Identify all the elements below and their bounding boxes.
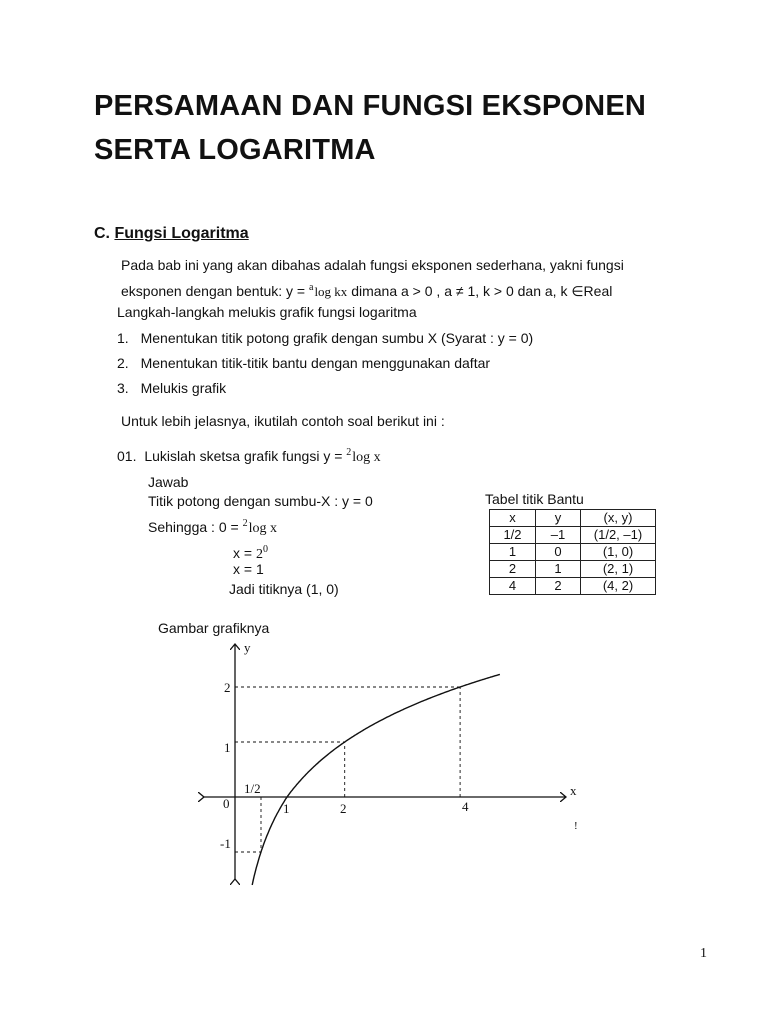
- table-cell: 1: [490, 544, 536, 561]
- step-number: 3.: [117, 380, 129, 396]
- series-line: [252, 674, 500, 885]
- step-number: 2.: [117, 355, 129, 371]
- table-cell: 4: [490, 578, 536, 595]
- step-item-1: [117, 328, 533, 348]
- title-line-2: SERTA LOGARITMA: [94, 134, 376, 166]
- table-row: [490, 527, 656, 544]
- table-cell: (2, 1): [581, 561, 656, 578]
- table-cell: (1/2, –1): [581, 527, 656, 544]
- stray-mark: !: [574, 820, 578, 832]
- answer-line-2-pre: Sehingga : 0 =: [148, 519, 243, 535]
- page-title: [94, 84, 646, 172]
- answer-log-base: 2: [242, 518, 248, 529]
- intro-line-1: Pada bab ini yang akan dibahas adalah fungsi eksponen sederhana, yakni fungsi: [121, 257, 624, 273]
- table-cell: 2: [536, 578, 581, 595]
- answer-label: Jawab: [148, 474, 189, 490]
- problem-log-base: 2: [346, 447, 352, 458]
- page-number: 1: [700, 946, 707, 961]
- points-table: [489, 509, 656, 595]
- x-tick-label: 0: [223, 796, 230, 811]
- table-row: [490, 578, 656, 595]
- answer-line-3-pre: x =: [233, 545, 256, 561]
- intro-line-2-pre: eksponen dengan bentuk: y =: [121, 283, 309, 299]
- intro-log-base: a: [308, 282, 314, 293]
- title-line-1: PERSAMAAN DAN FUNGSI EKSPONEN: [94, 90, 647, 122]
- table-header-row: [490, 510, 656, 527]
- section-name: Fungsi Logaritma: [114, 225, 249, 242]
- table-title: Tabel titik Bantu: [485, 491, 584, 507]
- table-header-cell: y: [536, 510, 581, 527]
- steps-title: Langkah-langkah melukis grafik fungsi logaritma: [117, 304, 417, 320]
- table-header-cell: x: [490, 510, 536, 527]
- table-cell: 2: [490, 561, 536, 578]
- problem-text: Lukislah sketsa grafik fungsi y =: [144, 448, 347, 464]
- step-item-2: [117, 353, 490, 373]
- answer-line-5: Jadi titiknya (1, 0): [229, 581, 339, 597]
- table-cell: (4, 2): [581, 578, 656, 595]
- table-cell: 1/2: [490, 527, 536, 544]
- table-row: [490, 561, 656, 578]
- table-cell: 0: [536, 544, 581, 561]
- x-tick-label: 2: [340, 801, 347, 816]
- problem-log-formula: log x: [352, 450, 381, 465]
- y-tick-label: 1: [224, 740, 231, 755]
- answer-line-1: Titik potong dengan sumbu-X : y = 0: [148, 493, 373, 509]
- step-number: 1.: [117, 330, 129, 346]
- table-header-cell: (x, y): [581, 510, 656, 527]
- step-item-3: [117, 378, 226, 398]
- y-tick-label: -1: [220, 836, 231, 851]
- table-row: [490, 544, 656, 561]
- x-tick-label: 1: [283, 801, 290, 816]
- answer-power-exponent: 0: [262, 544, 268, 555]
- intro-line-2-post: dimana a > 0 , a ≠ 1, k > 0 dan a, k ∈Real: [347, 283, 613, 299]
- y-tick-label: 2: [224, 680, 231, 695]
- example-intro: Untuk lebih jelasnya, ikutilah contoh soal berikut ini :: [121, 413, 445, 429]
- answer-line-4: x = 1: [233, 561, 264, 577]
- x-axis-label: x: [570, 783, 577, 798]
- intro-log-formula: log kx: [314, 284, 348, 299]
- intro-line-2: [121, 278, 612, 302]
- y-axis-label: y: [244, 640, 251, 655]
- answer-power-base: 2: [255, 547, 263, 562]
- step-text: Menentukan titik potong grafik dengan sumbu X (Syarat : y = 0): [140, 330, 534, 346]
- table-cell: –1: [536, 527, 581, 544]
- x-tick-label: 1/2: [244, 781, 261, 796]
- section-heading: [94, 225, 249, 243]
- section-letter: C.: [94, 225, 110, 242]
- graph-caption: Gambar grafiknya: [158, 620, 270, 636]
- table-cell: 1: [536, 561, 581, 578]
- x-tick-label: 4: [462, 799, 469, 814]
- problem-number: 01.: [117, 448, 137, 464]
- table-cell: (1, 0): [581, 544, 656, 561]
- answer-line-2: [148, 514, 277, 539]
- answer-log-formula: log x: [248, 521, 277, 536]
- problem-statement: [117, 443, 381, 468]
- step-text: Menentukan titik-titik bantu dengan menggunakan daftar: [140, 355, 491, 371]
- step-text: Melukis grafik: [140, 380, 227, 396]
